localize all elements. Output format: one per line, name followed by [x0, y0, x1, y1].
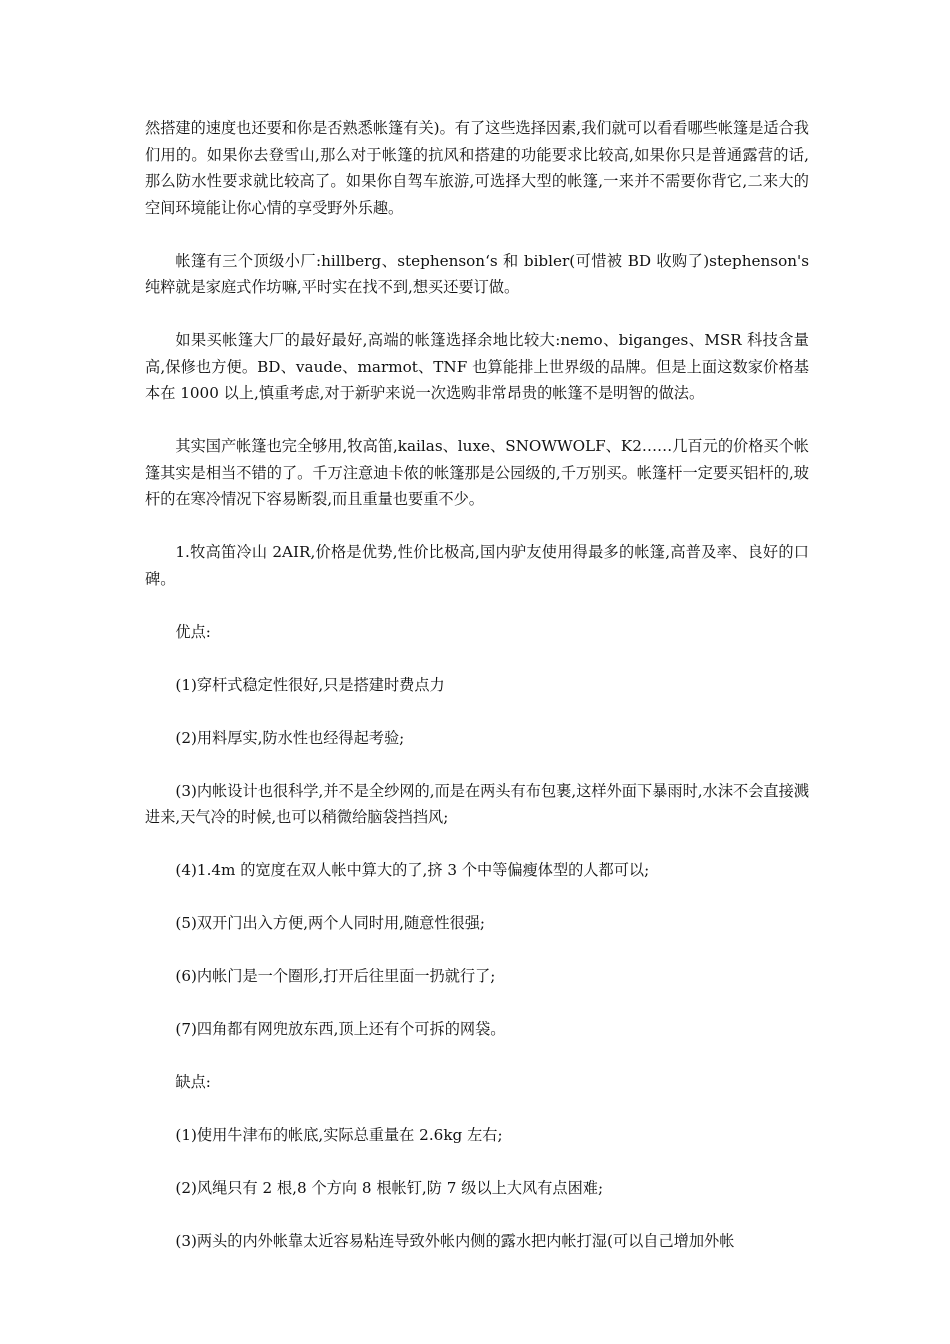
disadvantage-item-3: (3)两头的内外帐靠太近容易粘连导致外帐内侧的露水把内帐打湿(可以自己增加外帐 [175, 1232, 735, 1250]
paragraph-major-brands: 如果买帐篷大厂的最好最好,高端的帐篷选择余地比较大:nemo、biganges、MSR 科技含量高,保修也方便。BD、vaude、marmot、TNF 也算能排上世界级的品牌。但是上面这数家价格基本在 1000 以上,慎重考虑,对于新驴来说一次选购非常昂贵的帐篷不是明智的做法。 [145, 331, 809, 402]
advantage-item-6: (6)内帐门是一个圈形,打开后往里面一扔就行了; [175, 967, 496, 985]
advantage-item-3: (3)内帐设计也很科学,并不是全纱网的,而是在两头有布包裹,这样外面下暴雨时,水沫不会直接溅进来,天气冷的时候,也可以稍微给脑袋挡挡风; [145, 781, 809, 826]
advantage-item-7: (7)四角都有网兜放东西,顶上还有个可拆的网袋。 [175, 1020, 506, 1038]
heading-advantages: 优点: [175, 622, 211, 641]
advantage-item-5: (5)双开门出入方便,两个人同时用,随意性很强; [175, 914, 486, 932]
paragraph-intro-continuation: 然搭建的速度也还要和你是否熟悉帐篷有关)。有了这些选择因素,我们就可以看看哪些帐篷是适合我们用的。如果你去登雪山,那么对于帐篷的抗风和搭建的功能要求比较高,如果你只是普通露营的话,那么防水性要求就比较高了。如果你自驾车旅游,可选择大型的帐篷,一来并不需要你背它,二来大的空间环境能让你心情的享受野外乐趣。 [145, 119, 809, 217]
heading-disadvantages: 缺点: [175, 1073, 211, 1091]
paragraph-product-1: 1.牧高笛冷山 2AIR,价格是优势,性价比极高,国内驴友使用得最多的帐篷,高普及率、良好的口碑。 [145, 543, 809, 588]
advantage-item-1: (1)穿杆式稳定性很好,只是搭建时费点力 [175, 675, 445, 694]
advantage-item-2: (2)用料厚实,防水性也经得起考验; [175, 728, 405, 747]
document-page [145, 115, 809, 1281]
disadvantage-item-1: (1)使用牛津布的帐底,实际总重量在 2.6kg 左右; [175, 1126, 503, 1144]
advantage-item-4: (4)1.4m 的宽度在双人帐中算大的了,挤 3 个中等偏瘦体型的人都可以; [175, 861, 650, 879]
paragraph-top-small-brands: 帐篷有三个顶级小厂:hillberg、stephenson‘s 和 bibler(可惜被 BD 收购了)stephenson's 纯粹就是家庭式作坊嘛,平时实在找不到,想买还要订做。 [145, 251, 809, 296]
paragraph-domestic-brands: 其实国产帐篷也完全够用,牧高笛,kailas、luxe、SNOWWOLF、K2……几百元的价格买个帐篷其实是相当不错的了。千万注意迪卡侬的帐篷那是公园级的,千万别买。帐篷杆一定要买铝杆的,玻杆的在寒冷情况下容易断裂,而且重量也要重不少。 [145, 437, 809, 508]
disadvantage-item-2: (2)风绳只有 2 根,8 个方向 8 根帐钉,防 7 级以上大风有点困难; [175, 1179, 604, 1197]
